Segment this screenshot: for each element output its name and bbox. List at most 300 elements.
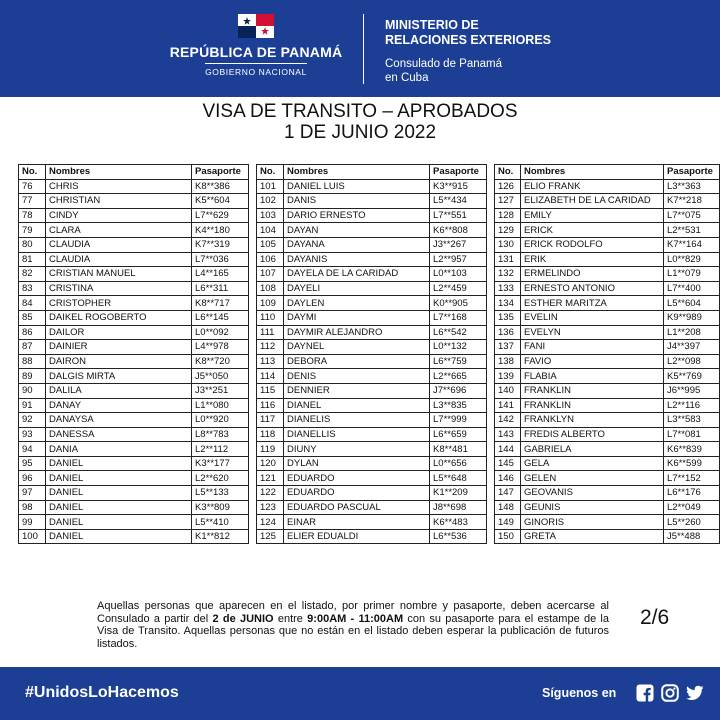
row-name: DANAYSA <box>46 413 192 428</box>
row-number: 87 <box>19 340 46 355</box>
row-name: DAINIER <box>46 340 192 355</box>
table-row <box>495 223 720 238</box>
row-number: 78 <box>19 208 46 223</box>
column-header-number: No. <box>19 165 46 180</box>
table-row <box>257 486 487 501</box>
row-passport: K3**809 <box>192 500 249 515</box>
row-name: DAYELA DE LA CARIDAD <box>284 267 430 282</box>
row-number: 112 <box>257 340 284 355</box>
row-name: DANAY <box>46 398 192 413</box>
table-row <box>19 340 249 355</box>
table-row <box>19 427 249 442</box>
row-name: FRANKLIN <box>520 383 663 398</box>
row-number: 110 <box>257 310 284 325</box>
table-row <box>495 179 720 194</box>
row-number: 114 <box>257 369 284 384</box>
row-name: CHRISTIAN <box>46 194 192 209</box>
table-row <box>19 252 249 267</box>
government-subtitle: GOBIERNO NACIONAL <box>205 63 307 77</box>
row-passport: K4**180 <box>192 223 249 238</box>
row-number: 82 <box>19 267 46 282</box>
table-row <box>19 398 249 413</box>
row-number: 88 <box>19 354 46 369</box>
row-number: 80 <box>19 237 46 252</box>
row-number: 84 <box>19 296 46 311</box>
row-name: DALILA <box>46 383 192 398</box>
row-passport: J3**251 <box>192 383 249 398</box>
row-passport: J3**267 <box>430 237 487 252</box>
row-name: DEBORA <box>284 354 430 369</box>
table-row <box>257 515 487 530</box>
table-row <box>257 442 487 457</box>
row-passport: L2**459 <box>430 281 487 296</box>
row-name: FREDIS ALBERTO <box>520 427 663 442</box>
table-row <box>257 340 487 355</box>
row-name: ELIZABETH DE LA CARIDAD <box>520 194 663 209</box>
row-number: 95 <box>19 456 46 471</box>
row-name: DANIA <box>46 442 192 457</box>
row-passport: K3**915 <box>430 179 487 194</box>
row-passport: L1**079 <box>663 267 719 282</box>
row-passport: L0**656 <box>430 456 487 471</box>
row-passport: K7**319 <box>192 237 249 252</box>
row-number: 146 <box>495 471 521 486</box>
row-number: 103 <box>257 208 284 223</box>
table-row <box>257 194 487 209</box>
row-name: GEUNIS <box>520 500 663 515</box>
table-row <box>19 281 249 296</box>
table-row <box>19 325 249 340</box>
table-row <box>495 413 720 428</box>
row-name: EMILY <box>520 208 663 223</box>
table-row <box>495 486 720 501</box>
row-number: 91 <box>19 398 46 413</box>
row-name: ERMELINDO <box>520 267 663 282</box>
row-name: CLAUDIA <box>46 237 192 252</box>
table-row <box>495 442 720 457</box>
table-row <box>19 369 249 384</box>
row-passport: L2**112 <box>192 442 249 457</box>
row-name: DANIEL <box>46 471 192 486</box>
row-number: 115 <box>257 383 284 398</box>
table-row <box>495 281 720 296</box>
row-passport: L0**103 <box>430 267 487 282</box>
row-number: 83 <box>19 281 46 296</box>
table-row <box>257 223 487 238</box>
column-header-number: No. <box>257 165 284 180</box>
row-number: 79 <box>19 223 46 238</box>
row-name: GELEN <box>520 471 663 486</box>
table-row <box>495 369 720 384</box>
row-passport: K6**599 <box>663 456 719 471</box>
government-title: REPÚBLICA DE PANAMÁ <box>169 44 343 60</box>
row-name: FAVIO <box>520 354 663 369</box>
column-header-name: Nombres <box>284 165 430 180</box>
row-passport: K6**808 <box>430 223 487 238</box>
row-name: GINORIS <box>520 515 663 530</box>
row-number: 99 <box>19 515 46 530</box>
column-header-passport: Pasaporte <box>192 165 249 180</box>
row-name: DIUNY <box>284 442 430 457</box>
row-passport: L7**075 <box>663 208 719 223</box>
row-number: 139 <box>495 369 521 384</box>
row-name: DANIEL <box>46 515 192 530</box>
table-row <box>257 471 487 486</box>
visa-table-3 <box>494 164 720 544</box>
row-number: 92 <box>19 413 46 428</box>
hashtag-text: #UnidosLoHacemos <box>25 684 179 701</box>
row-name: CHRIS <box>46 179 192 194</box>
row-passport: L0**829 <box>663 252 719 267</box>
row-number: 142 <box>495 413 521 428</box>
row-name: EVELYN <box>520 325 663 340</box>
ministry-block <box>385 18 551 85</box>
notice-text-part2: entre <box>273 612 308 625</box>
instagram-icon[interactable] <box>661 684 679 702</box>
row-number: 123 <box>257 500 284 515</box>
table-row <box>257 267 487 282</box>
row-passport: J7**696 <box>430 383 487 398</box>
table-row <box>19 413 249 428</box>
row-number: 107 <box>257 267 284 282</box>
row-passport: K8**717 <box>192 296 249 311</box>
row-number: 124 <box>257 515 284 530</box>
row-name: DANIS <box>284 194 430 209</box>
row-name: DYLAN <box>284 456 430 471</box>
row-passport: L7**551 <box>430 208 487 223</box>
table-row <box>257 383 487 398</box>
row-passport: K9**989 <box>663 310 719 325</box>
row-passport: L7**168 <box>430 310 487 325</box>
table-row <box>257 500 487 515</box>
row-passport: L2**620 <box>192 471 249 486</box>
row-name: DANESSA <box>46 427 192 442</box>
table-row <box>19 529 249 544</box>
row-passport: L6**311 <box>192 281 249 296</box>
facebook-icon[interactable] <box>636 684 654 702</box>
row-passport: L5**133 <box>192 486 249 501</box>
row-number: 76 <box>19 179 46 194</box>
row-passport: K7**218 <box>663 194 719 209</box>
row-name: ELIO FRANK <box>520 179 663 194</box>
row-number: 96 <box>19 471 46 486</box>
row-name: CRISTOPHER <box>46 296 192 311</box>
table-row <box>257 281 487 296</box>
row-passport: K6**483 <box>430 515 487 530</box>
row-name: CRISTIAN MANUEL <box>46 267 192 282</box>
row-number: 149 <box>495 515 521 530</box>
row-number: 129 <box>495 223 521 238</box>
row-name: CRISTINA <box>46 281 192 296</box>
row-number: 150 <box>495 529 521 544</box>
row-passport: K8**481 <box>430 442 487 457</box>
row-passport: J5**050 <box>192 369 249 384</box>
row-passport: K7**164 <box>663 237 719 252</box>
table-row <box>257 296 487 311</box>
row-passport: L0**132 <box>430 340 487 355</box>
row-name: GABRIELA <box>520 442 663 457</box>
table-row <box>19 223 249 238</box>
consulate-line1: Consulado de Panamá <box>385 58 502 70</box>
row-passport: L6**542 <box>430 325 487 340</box>
row-passport: L6**659 <box>430 427 487 442</box>
row-number: 109 <box>257 296 284 311</box>
table-row <box>257 325 487 340</box>
row-passport: L3**363 <box>663 179 719 194</box>
row-number: 93 <box>19 427 46 442</box>
table-row <box>495 471 720 486</box>
row-number: 128 <box>495 208 521 223</box>
table-row <box>495 340 720 355</box>
table-row <box>495 515 720 530</box>
table-row <box>19 456 249 471</box>
row-passport: L7**152 <box>663 471 719 486</box>
table-row <box>257 456 487 471</box>
row-number: 127 <box>495 194 521 209</box>
document-title: VISA DE TRANSITO – APROBADOS <box>202 101 518 122</box>
follow-us-label: Síguenos en <box>542 686 617 700</box>
document-date: 1 DE JUNIO 2022 <box>283 122 437 143</box>
table-row <box>257 427 487 442</box>
row-passport: L7**629 <box>192 208 249 223</box>
panama-flag-icon <box>238 14 274 38</box>
table-row <box>19 383 249 398</box>
row-number: 122 <box>257 486 284 501</box>
row-passport: K1**812 <box>192 529 249 544</box>
row-passport: J6**995 <box>663 383 719 398</box>
table-row <box>257 354 487 369</box>
column-header-name: Nombres <box>46 165 192 180</box>
row-name: EVELIN <box>520 310 663 325</box>
row-number: 111 <box>257 325 284 340</box>
row-number: 121 <box>257 471 284 486</box>
row-name: DAYANA <box>284 237 430 252</box>
table-row <box>19 471 249 486</box>
row-name: DALGIS MIRTA <box>46 369 192 384</box>
row-name: ERIK <box>520 252 663 267</box>
row-number: 137 <box>495 340 521 355</box>
row-number: 132 <box>495 267 521 282</box>
header-divider <box>363 14 364 84</box>
table-row <box>19 486 249 501</box>
table-row <box>495 529 720 544</box>
row-passport: L7**081 <box>663 427 719 442</box>
row-passport: L5**260 <box>663 515 719 530</box>
table-row <box>257 237 487 252</box>
row-passport: L5**648 <box>430 471 487 486</box>
table-header-row <box>257 165 487 180</box>
table-row <box>19 267 249 282</box>
row-number: 108 <box>257 281 284 296</box>
row-passport: L5**434 <box>430 194 487 209</box>
row-number: 101 <box>257 179 284 194</box>
row-passport: L2**531 <box>663 223 719 238</box>
column-header-passport: Pasaporte <box>663 165 719 180</box>
table-row <box>19 354 249 369</box>
row-name: EDUARDO <box>284 486 430 501</box>
table-row <box>257 369 487 384</box>
row-name: DANIEL <box>46 486 192 501</box>
table-row <box>19 179 249 194</box>
row-passport: K1**209 <box>430 486 487 501</box>
table-row <box>495 456 720 471</box>
row-passport: L6**759 <box>430 354 487 369</box>
row-passport: L1**208 <box>663 325 719 340</box>
page-indicator: 2/6 <box>640 606 670 629</box>
table-row <box>257 398 487 413</box>
row-number: 130 <box>495 237 521 252</box>
row-name: DANIEL <box>46 456 192 471</box>
row-number: 85 <box>19 310 46 325</box>
row-number: 133 <box>495 281 521 296</box>
row-name: DAYMI <box>284 310 430 325</box>
row-name: CINDY <box>46 208 192 223</box>
table-row <box>495 354 720 369</box>
row-passport: K5**604 <box>192 194 249 209</box>
row-name: FLABIA <box>520 369 663 384</box>
row-name: DANIEL <box>46 500 192 515</box>
table-row <box>495 194 720 209</box>
row-number: 118 <box>257 427 284 442</box>
row-passport: J4**397 <box>663 340 719 355</box>
row-name: DARIO ERNESTO <box>284 208 430 223</box>
row-passport: L0**920 <box>192 413 249 428</box>
row-name: DAILOR <box>46 325 192 340</box>
row-name: FRANKLIN <box>520 398 663 413</box>
table-row <box>257 252 487 267</box>
row-passport: L1**080 <box>192 398 249 413</box>
row-name: DIANEL <box>284 398 430 413</box>
row-number: 135 <box>495 310 521 325</box>
row-name: ESTHER MARITZA <box>520 296 663 311</box>
government-logo-block <box>165 14 347 80</box>
row-number: 98 <box>19 500 46 515</box>
row-passport: L2**049 <box>663 500 719 515</box>
row-number: 134 <box>495 296 521 311</box>
table-row <box>495 427 720 442</box>
row-name: EINAR <box>284 515 430 530</box>
row-name: DENNIER <box>284 383 430 398</box>
table-row <box>19 500 249 515</box>
row-number: 140 <box>495 383 521 398</box>
row-passport: L3**835 <box>430 398 487 413</box>
row-name: GELA <box>520 456 663 471</box>
row-number: 86 <box>19 325 46 340</box>
row-number: 141 <box>495 398 521 413</box>
row-name: ELIER EDUALDI <box>284 529 430 544</box>
table-row <box>19 237 249 252</box>
row-passport: J8**698 <box>430 500 487 515</box>
ministry-title-line1: MINISTERIO DE <box>385 18 479 32</box>
row-passport: L7**036 <box>192 252 249 267</box>
row-name: DAYNEL <box>284 340 430 355</box>
row-passport: L2**116 <box>663 398 719 413</box>
row-number: 89 <box>19 369 46 384</box>
table-row <box>19 194 249 209</box>
row-number: 120 <box>257 456 284 471</box>
table-row <box>495 310 720 325</box>
row-passport: L4**165 <box>192 267 249 282</box>
row-number: 117 <box>257 413 284 428</box>
row-number: 94 <box>19 442 46 457</box>
table-row <box>257 179 487 194</box>
row-number: 90 <box>19 383 46 398</box>
table-row <box>495 398 720 413</box>
table-row <box>495 383 720 398</box>
row-name: DAYELI <box>284 281 430 296</box>
row-name: DAYLEN <box>284 296 430 311</box>
row-name: CLARA <box>46 223 192 238</box>
row-passport: L3**583 <box>663 413 719 428</box>
column-header-passport: Pasaporte <box>430 165 487 180</box>
row-number: 104 <box>257 223 284 238</box>
row-name: DANIEL LUIS <box>284 179 430 194</box>
row-passport: L2**098 <box>663 354 719 369</box>
visa-table-2 <box>256 164 487 544</box>
table-row <box>19 515 249 530</box>
table-row <box>19 310 249 325</box>
row-name: DIANELLIS <box>284 427 430 442</box>
row-name: GRETA <box>520 529 663 544</box>
row-number: 116 <box>257 398 284 413</box>
table-row <box>257 208 487 223</box>
table-row <box>19 442 249 457</box>
row-number: 143 <box>495 427 521 442</box>
instructions-notice <box>97 600 609 650</box>
table-row <box>19 208 249 223</box>
row-number: 81 <box>19 252 46 267</box>
row-name: DAIKEL ROGOBERTO <box>46 310 192 325</box>
row-name: ERICK <box>520 223 663 238</box>
row-name: GEOVANIS <box>520 486 663 501</box>
row-name: DENIS <box>284 369 430 384</box>
row-name: DIANELIS <box>284 413 430 428</box>
row-passport: L2**957 <box>430 252 487 267</box>
row-name: DANIEL <box>46 529 192 544</box>
row-name: DAYMIR ALEJANDRO <box>284 325 430 340</box>
row-number: 147 <box>495 486 521 501</box>
row-passport: K3**177 <box>192 456 249 471</box>
row-number: 100 <box>19 529 46 544</box>
row-passport: L6**145 <box>192 310 249 325</box>
table-header-row <box>19 165 249 180</box>
row-name: EDUARDO PASCUAL <box>284 500 430 515</box>
row-passport: K6**839 <box>663 442 719 457</box>
row-name: DAIRON <box>46 354 192 369</box>
row-name: ERICK RODOLFO <box>520 237 663 252</box>
row-name: DAYANIS <box>284 252 430 267</box>
notice-date: 2 de JUNIO <box>212 612 274 625</box>
row-passport: K0**905 <box>430 296 487 311</box>
table-row <box>495 237 720 252</box>
row-number: 77 <box>19 194 46 209</box>
table-row <box>257 529 487 544</box>
row-passport: L7**999 <box>430 413 487 428</box>
row-name: ERNESTO ANTONIO <box>520 281 663 296</box>
twitter-icon[interactable] <box>686 684 704 702</box>
visa-table-1 <box>18 164 249 544</box>
row-number: 148 <box>495 500 521 515</box>
column-header-name: Nombres <box>520 165 663 180</box>
table-header-row <box>495 165 720 180</box>
table-row <box>495 252 720 267</box>
table-row <box>257 310 487 325</box>
row-passport: L5**604 <box>663 296 719 311</box>
notice-text-part1: Aquellas personas que aparecen en el listado, por primer nombre y pasaporte, deben acercarse al Consulado a partir del <box>97 600 609 625</box>
row-name: DAYAN <box>284 223 430 238</box>
row-number: 144 <box>495 442 521 457</box>
row-passport: L8**783 <box>192 427 249 442</box>
